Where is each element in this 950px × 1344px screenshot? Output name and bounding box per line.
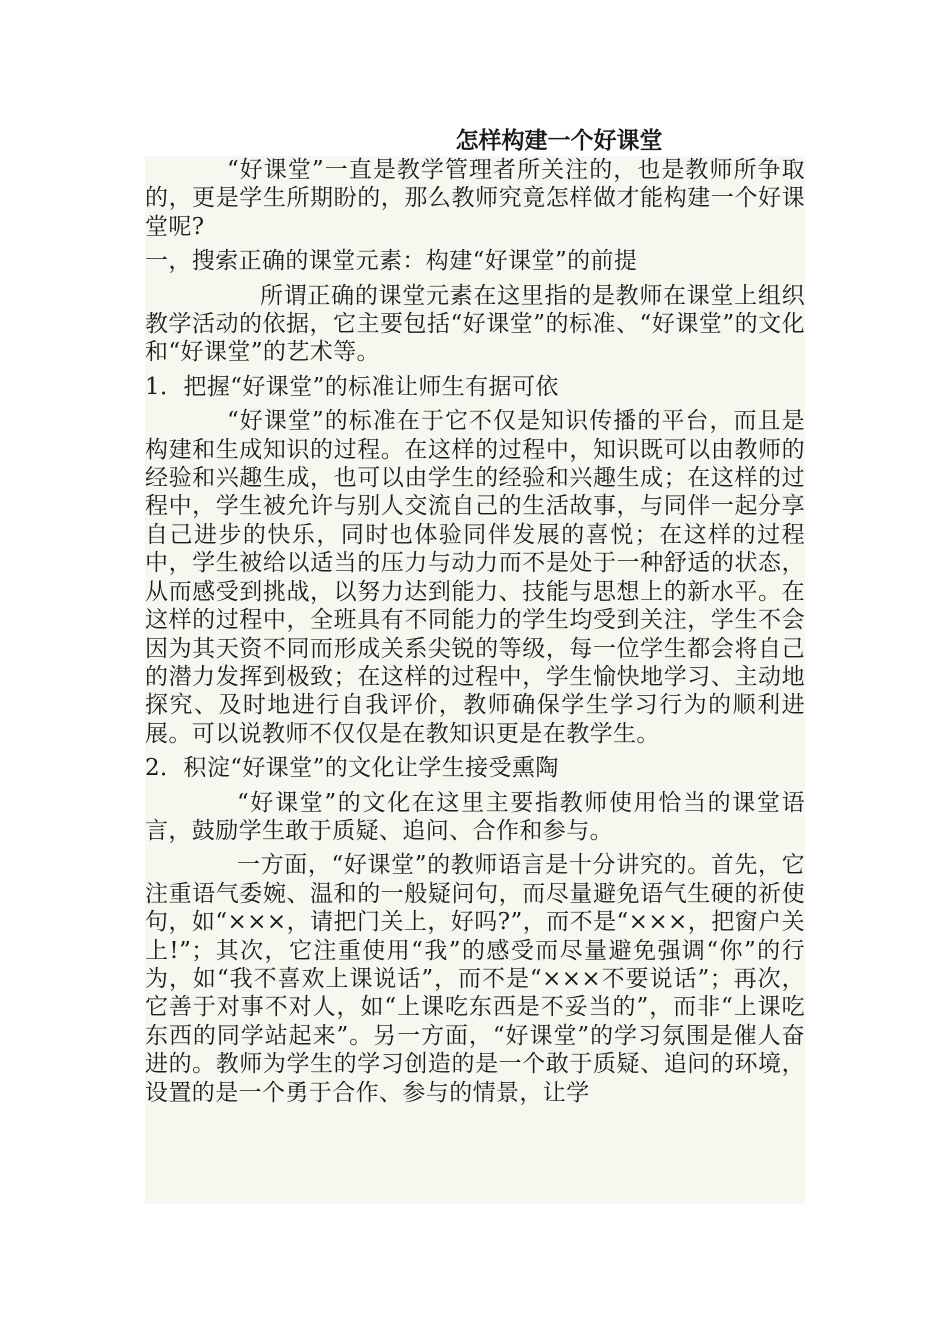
intro-paragraph: “好课堂”一直是教学管理者所关注的，也是教师所争取的，更是学生所期盼的，那么教师究竟怎样做才能构建一个好课堂呢? <box>145 157 805 240</box>
document-body <box>145 156 805 1204</box>
section-heading-1: 一，搜索正确的课堂元素：构建“好课堂”的前提 <box>145 248 638 275</box>
subsection-2-paragraph-continued: 一方面，“好课堂”的教师语言是十分讲究的。首先，它注重语气委婉、温和的一般疑问句，而尽量避免语气生硬的祈使句，如“×××，请把门关上，好吗?”，而不是“×××，把窗户关上!”；其次，它注重使用“我”的感受而尽量避免强调“你”的行为，如“我不喜欢上课说话”，而不是“×××不要说话”；再次，它善于对事不对人，如“上课吃东西是不妥当的”，而非“上课吃东西的同学站起来”。另一方面，“好课堂”的学习氛围是催人奋进的。教师为学生的学习创造的是一个敢于质疑、追问的环境，设置的是一个勇于合作、参与的情景，让学 <box>145 852 805 1106</box>
section-1-paragraph: 所谓正确的课堂元素在这里指的是教师在课堂上组织教学活动的依据，它主要包括“好课堂”的标准、“好课堂”的文化和“好课堂”的艺术等。 <box>145 282 805 366</box>
subsection-1-paragraph: “好课堂”的标准在于它不仅是知识传播的平台，而且是构建和生成知识的过程。在这样的过程中，知识既可以由教师的经验和兴趣生成，也可以由学生的经验和兴趣生成；在这样的过程中，学生被允许与别人交流自己的生活故事，与同伴一起分享自己进步的快乐，同时也体验同伴发展的喜悦；在这样的过程中，学生被给以适当的压力与动力而不是处于一种舒适的状态，从而感受到挑战，以努力达到能力、技能与思想上的新水平。在这样的过程中，全班具有不同能力的学生均受到关注，学生不会因为其天资不同而形成关系尖锐的等级，每一位学生都会将自己的潜力发挥到极致；在这样的过程中，学生愉快地学习、主动地探究、及时地进行自我评价，教师确保学生学习行为的顺利进展。可以说教师不仅仅是在教知识更是在教学生。 <box>145 408 805 747</box>
document-title: 怎样构建一个好课堂 <box>455 127 663 154</box>
subsection-heading-2: 2．积淀“好课堂”的文化让学生接受熏陶 <box>145 755 559 782</box>
subsection-2-paragraph: “好课堂”的文化在这里主要指教师使用恰当的课堂语言，鼓励学生敢于质疑、追问、合作和参与。 <box>145 789 805 844</box>
subsection-heading-1: 1．把握“好课堂”的标准让师生有据可依 <box>145 373 559 400</box>
